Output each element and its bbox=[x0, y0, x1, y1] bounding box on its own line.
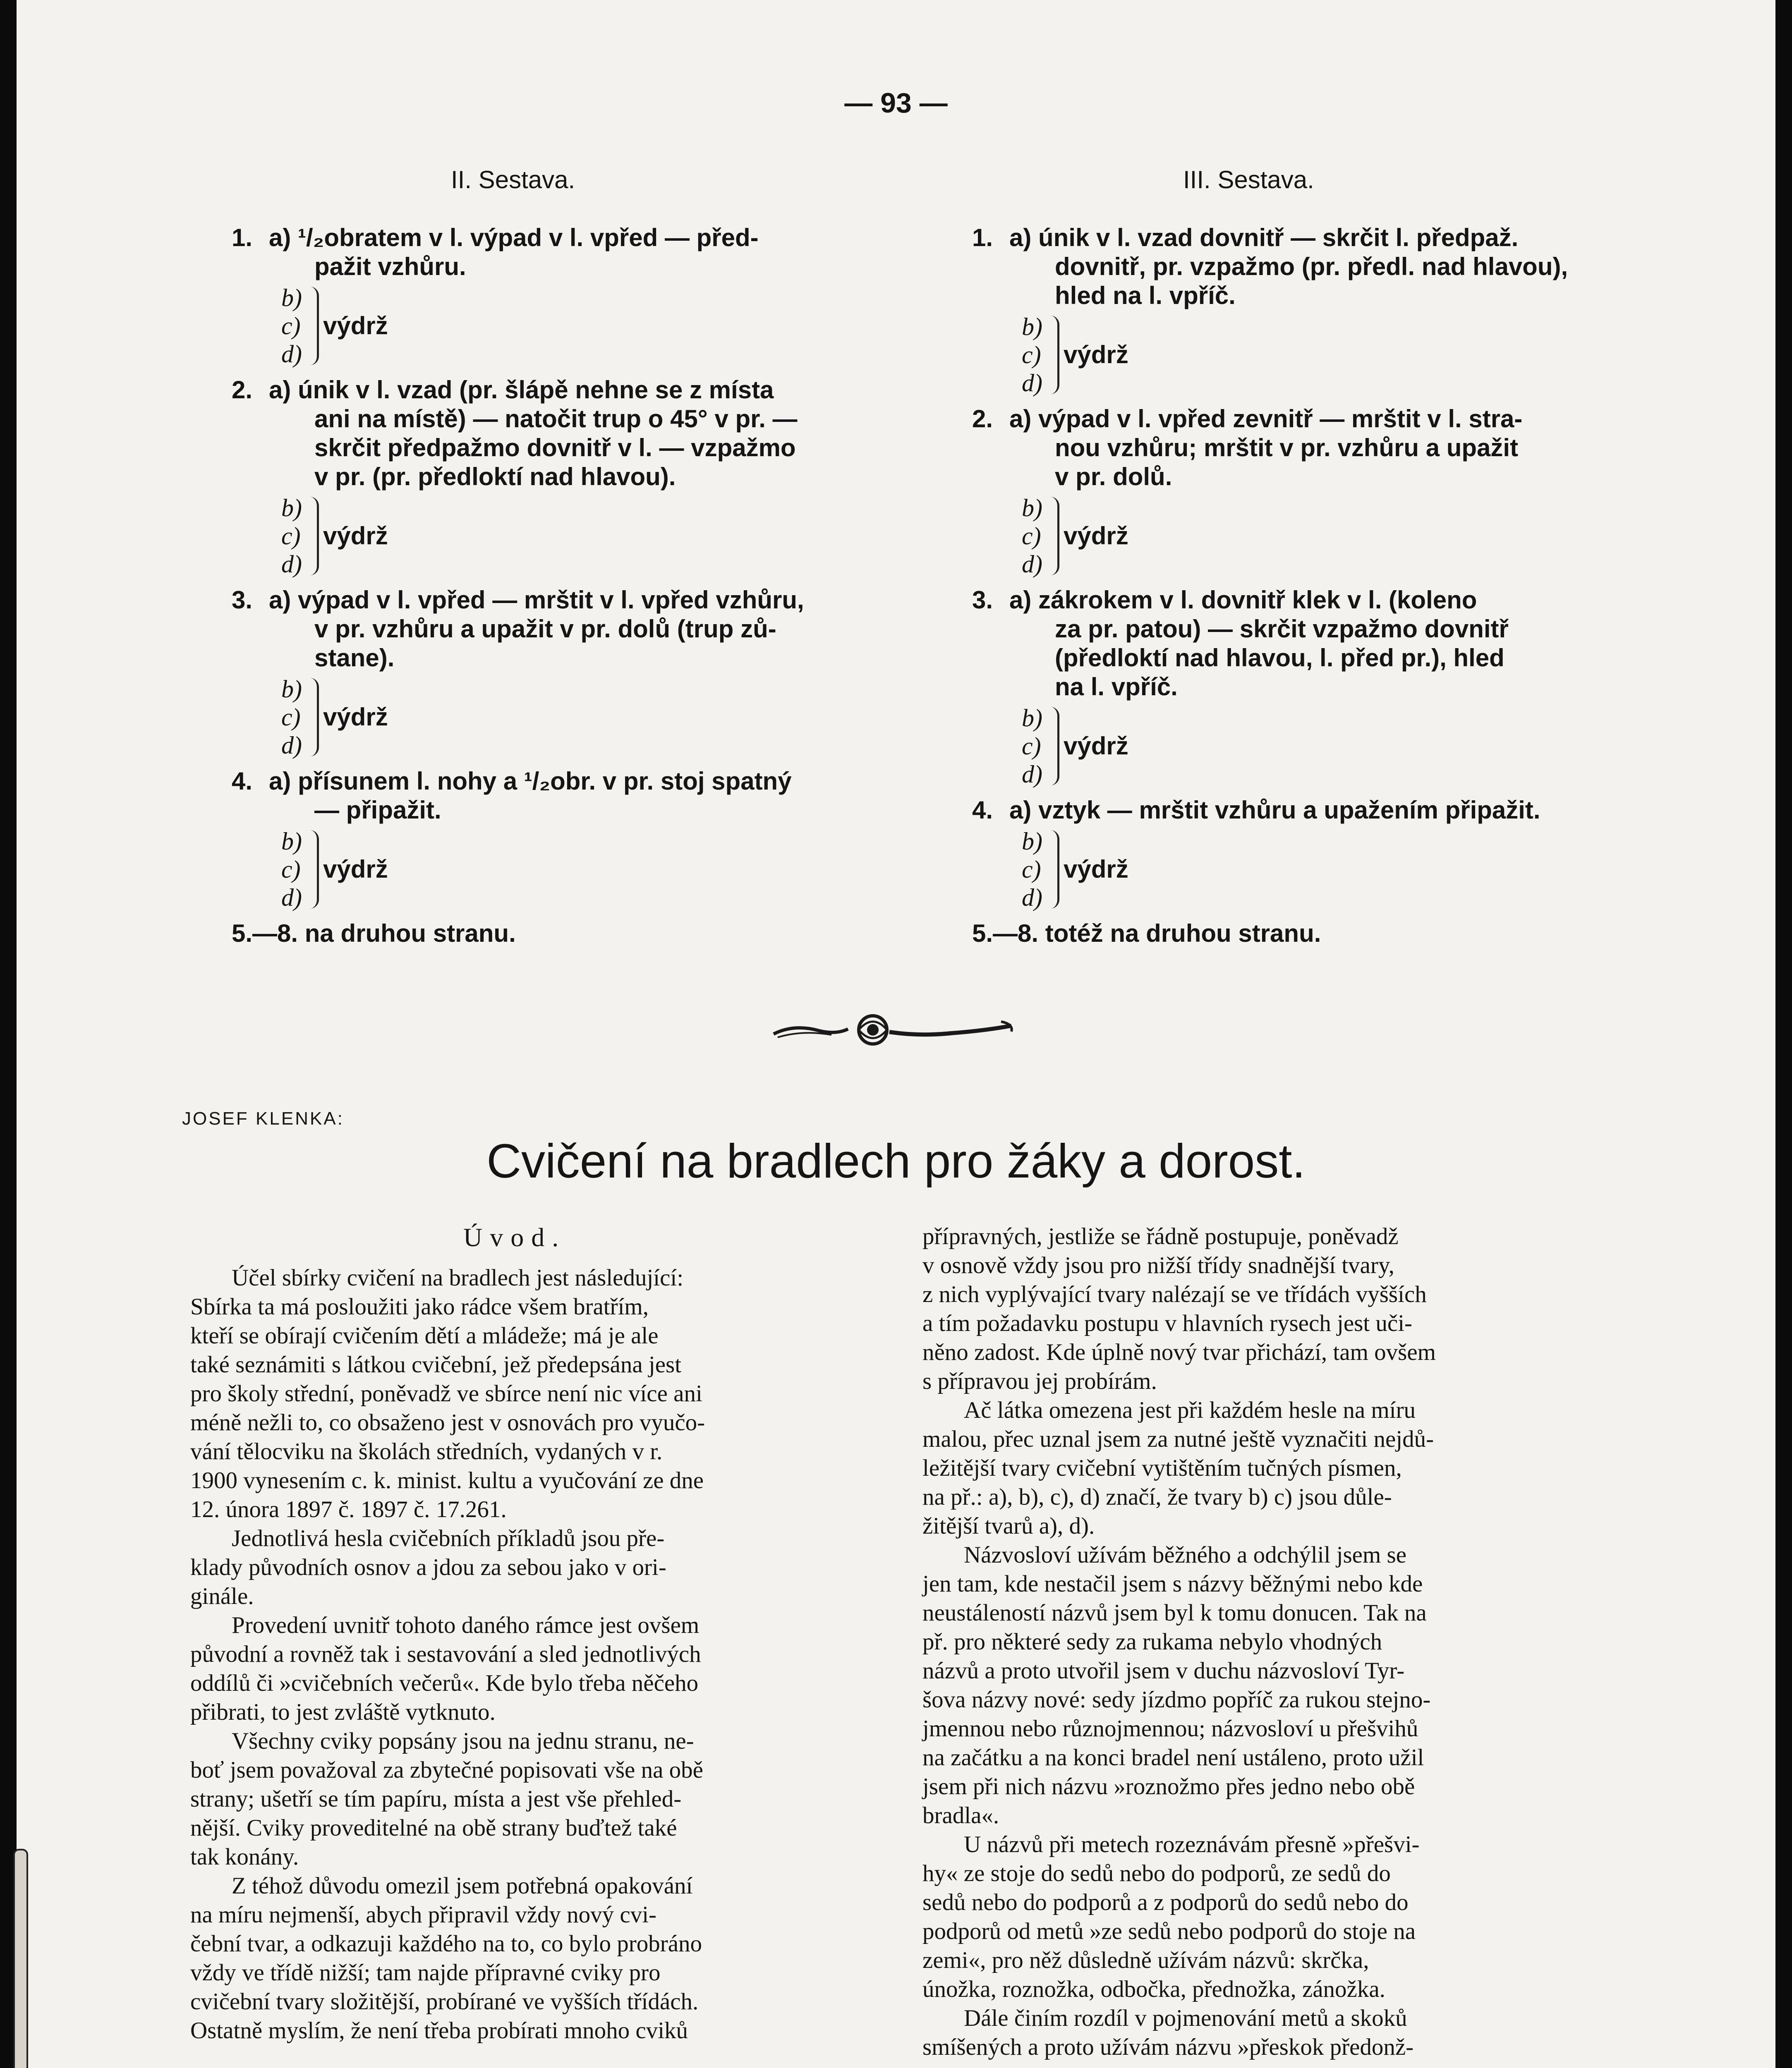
body-line: jsem při nich názvu »roznožmo přes jedno nebo obě bbox=[922, 1774, 1415, 1800]
hold-letter: c) bbox=[281, 704, 301, 731]
exercise-line: za pr. patou) — skrčit vzpažmo dovnitř bbox=[1055, 615, 1509, 643]
exercise-number: 2. bbox=[232, 376, 253, 404]
body-line: pro školy střední, poněvadž ve sbírce není nic více ani bbox=[190, 1381, 702, 1407]
hold-group bbox=[281, 827, 885, 912]
body-line: hy« ze stoje do sedů nebo do podporů, ze sedů do bbox=[922, 1860, 1391, 1886]
hold-word: výdrž bbox=[323, 312, 388, 340]
body-line: únožka, roznožka, odbočka, přednožka, zánožka. bbox=[922, 1976, 1385, 2002]
brace-icon bbox=[1047, 316, 1059, 394]
exercise-number: 4. bbox=[232, 767, 253, 795]
hold-letter: c) bbox=[1022, 341, 1041, 369]
exercise-number: 1. bbox=[232, 224, 253, 251]
exercise-line: — připažit. bbox=[314, 796, 441, 824]
right-section-heading: III. Sestava. bbox=[1183, 166, 1314, 194]
hold-letter: c) bbox=[281, 522, 301, 550]
scan-border-left bbox=[0, 0, 17, 2068]
exercise-item bbox=[232, 586, 885, 759]
hold-letter: c) bbox=[1022, 522, 1041, 550]
author-name: JOSEF KLENKA: bbox=[182, 1108, 344, 1129]
body-line: Z téhož důvodu omezil jsem potřebná opakování bbox=[232, 1873, 693, 1899]
exercise-line: a) přísunem l. nohy a ¹/₂obr. v pr. stoj spatný bbox=[269, 767, 792, 795]
exercise-line: skrčit předpažmo dovnitř v l. — vzpažmo bbox=[314, 434, 796, 462]
ornament-divider-icon bbox=[769, 1009, 1018, 1051]
exercise-line: dovnitř, pr. vzpažmo (pr. předl. nad hlavou), bbox=[1055, 253, 1568, 280]
body-line: nější. Cviky proveditelné na obě strany buďtež také bbox=[190, 1815, 677, 1841]
body-line: názvů a proto utvořil jsem v duchu názvosloví Tyr- bbox=[922, 1658, 1405, 1684]
hold-letters bbox=[1022, 827, 1042, 912]
exercise-line: v pr. vzhůru a upažit v pr. dolů (trup zů- bbox=[314, 615, 776, 643]
body-line: Všechny cviky popsány jsou na jednu stranu, ne- bbox=[232, 1728, 694, 1754]
brace-icon bbox=[306, 287, 319, 365]
exercise-line: a) únik v l. vzad dovnitř — skrčit l. předpaž. bbox=[1009, 224, 1519, 251]
hold-group bbox=[281, 675, 885, 759]
hold-letter: d) bbox=[281, 884, 302, 911]
hold-letter: d) bbox=[281, 732, 302, 759]
body-line: přibrati, to jest zvláště vytknuto. bbox=[190, 1699, 496, 1725]
exercise-line: pažit vzhůru. bbox=[314, 253, 466, 280]
intro-heading: Úvod. bbox=[463, 1223, 566, 1252]
body-line: Ač látka omezena jest při každém hesle na míru bbox=[964, 1397, 1416, 1423]
hold-letter: b) bbox=[1022, 494, 1042, 522]
exercise-text bbox=[269, 376, 885, 491]
exercise-number: 2. bbox=[972, 405, 993, 433]
body-line: př. pro některé sedy za rukama nebylo vhodných bbox=[922, 1629, 1382, 1655]
hold-word: výdrž bbox=[1063, 855, 1128, 883]
brace-icon bbox=[1047, 830, 1059, 909]
exercise-line: a) výpad v l. vpřed zevnitř — mrštit v l. stra- bbox=[1009, 405, 1523, 433]
brace-icon bbox=[1047, 707, 1059, 785]
body-line: Sbírka ta má posloužiti jako rádce všem bratřím, bbox=[190, 1294, 649, 1320]
hold-word: výdrž bbox=[1063, 732, 1128, 760]
body-line: bradla«. bbox=[922, 1802, 999, 1829]
exercise-text bbox=[1009, 405, 1634, 491]
body-line: malou, přec uznal jsem za nutné ještě vyznačiti nejdů- bbox=[922, 1426, 1434, 1452]
brace-icon bbox=[306, 678, 319, 756]
exercise-item bbox=[972, 223, 1634, 397]
hold-letter: c) bbox=[281, 856, 301, 883]
exercise-text bbox=[1009, 223, 1634, 310]
exercise-text bbox=[1009, 796, 1634, 825]
hold-letter: d) bbox=[281, 340, 302, 368]
body-line: 12. února 1897 č. 1897 č. 17.261. bbox=[190, 1496, 507, 1522]
hold-letters bbox=[1022, 313, 1042, 397]
hold-letter: b) bbox=[281, 494, 302, 522]
page-number: — 93 — bbox=[844, 87, 948, 119]
brace-icon bbox=[1047, 497, 1059, 575]
exercise-line: ani na místě) — natočit trup o 45° v pr. — bbox=[314, 405, 798, 433]
hold-letter: c) bbox=[281, 312, 301, 340]
hold-letter: b) bbox=[1022, 828, 1042, 855]
hold-letter: d) bbox=[281, 551, 302, 578]
exercise-text bbox=[1009, 586, 1634, 701]
exercise-line: stane). bbox=[314, 644, 395, 672]
body-line: boť jsem považoval za zbytečné popisovati vše na obě bbox=[190, 1757, 703, 1783]
hold-letters bbox=[1022, 494, 1042, 578]
exercise-text bbox=[269, 223, 885, 281]
exercise-item bbox=[232, 223, 885, 368]
exercise-line: a) vztyk — mrštit vzhůru a upažením připažit. bbox=[1009, 796, 1540, 824]
hold-letters bbox=[281, 675, 302, 759]
body-line: čební tvar, a odkazuji každého na to, co bylo probráno bbox=[190, 1931, 702, 1957]
body-line: tak konány. bbox=[190, 1844, 299, 1870]
hold-letter: b) bbox=[281, 675, 302, 703]
body-line: neustáleností názvů jsem byl k tomu donucen. Tak na bbox=[922, 1600, 1427, 1626]
body-line: a tím požadavku postupu v hlavních rysech jest uči- bbox=[922, 1310, 1413, 1336]
exercise-line: hled na l. vpříč. bbox=[1055, 282, 1236, 309]
hold-letter: c) bbox=[1022, 732, 1041, 760]
hold-letter: d) bbox=[1022, 369, 1042, 397]
body-line: na míru nejmenší, abych připravil vždy nový cvi- bbox=[190, 1902, 657, 1928]
scan-border-right bbox=[1775, 0, 1792, 2068]
hold-word: výdrž bbox=[323, 703, 388, 731]
hold-group bbox=[1022, 494, 1634, 578]
body-line: smíšených a proto užívám názvu »přeskok předonž- bbox=[922, 2034, 1414, 2060]
body-line: Ostatně myslím, že není třeba probírati mnoho cviků bbox=[190, 2018, 688, 2044]
body-line: původní a rovněž tak i sestavování a sled jednotlivých bbox=[190, 1641, 701, 1667]
body-line: z nich vyplývající tvary nalézají se ve třídách vyšších bbox=[922, 1281, 1427, 1307]
exercise-final: 5.—8. totéž na druhou stranu. bbox=[972, 919, 1321, 947]
body-line: také seznámiti s látkou cvičební, jež předepsána jest bbox=[190, 1352, 682, 1378]
body-line: klady původních osnov a jdou za sebou jako v ori- bbox=[190, 1554, 666, 1580]
hold-letters bbox=[281, 284, 302, 368]
right-exercise-block bbox=[972, 223, 1634, 948]
body-line: s přípravou jej probírám. bbox=[922, 1368, 1157, 1394]
exercise-item bbox=[232, 376, 885, 578]
article-title: Cvičení na bradlech pro žáky a dorost. bbox=[486, 1134, 1306, 1188]
body-line: v osnově vždy jsou pro nižší třídy snadnější tvary, bbox=[922, 1252, 1394, 1278]
exercise-item bbox=[972, 586, 1634, 788]
brace-icon bbox=[306, 830, 319, 909]
left-section-heading: II. Sestava. bbox=[451, 166, 575, 194]
hold-letter: b) bbox=[281, 284, 302, 311]
hold-letter: b) bbox=[281, 828, 302, 855]
exercise-item bbox=[232, 767, 885, 912]
exercise-line: a) únik v l. vzad (pr. šlápě nehne se z místa bbox=[269, 376, 774, 404]
body-line: něno zadost. Kde úplně nový tvar přichází, tam ovšem bbox=[922, 1339, 1436, 1365]
hold-group bbox=[281, 284, 885, 368]
body-line: U názvů při metech rozeznávám přesně »přešvi- bbox=[964, 1831, 1420, 1857]
body-line: cvičební tvary složitější, probírané ve vyšších třídách. bbox=[190, 1989, 699, 2015]
body-line: zemi«, pro něž důsledně užívám názvů: skrčka, bbox=[922, 1947, 1369, 1973]
hold-letter: b) bbox=[1022, 313, 1042, 340]
brace-icon bbox=[306, 497, 319, 575]
left-body-column bbox=[190, 1264, 902, 2045]
body-line: vždy ve třídě nižší; tam najde přípravné cviky pro bbox=[190, 1960, 661, 1986]
hold-letter: c) bbox=[1022, 856, 1041, 883]
exercise-text bbox=[269, 586, 885, 673]
hold-word: výdrž bbox=[1063, 522, 1128, 550]
body-line: 1900 vynesením c. k. minist. kultu a vyučování ze dne bbox=[190, 1467, 704, 1494]
hold-letter: d) bbox=[1022, 551, 1042, 578]
binding-clip bbox=[13, 1849, 28, 2068]
exercise-number: 3. bbox=[972, 586, 993, 614]
body-line: Provedení uvnitř tohoto daného rámce jest ovšem bbox=[232, 1612, 700, 1638]
exercise-line: v pr. dolů. bbox=[1055, 463, 1172, 491]
hold-letters bbox=[1022, 704, 1042, 788]
left-exercise-block bbox=[232, 223, 885, 948]
exercise-item bbox=[972, 796, 1634, 912]
body-line: na př.: a), b), c), d) značí, že tvary b) c) jsou důle- bbox=[922, 1484, 1392, 1510]
body-line: kteří se obírají cvičením dětí a mládeže; má je ale bbox=[190, 1323, 659, 1349]
hold-group bbox=[1022, 313, 1634, 397]
hold-word: výdrž bbox=[1063, 341, 1128, 369]
body-line: oddílů či »cvičebních večerů«. Kde bylo třeba něčeho bbox=[190, 1670, 699, 1696]
exercise-line: a) zákrokem v l. dovnitř klek v l. (koleno bbox=[1009, 586, 1477, 614]
body-line: jmennou nebo různojmennou; názvosloví u přešvihů bbox=[922, 1716, 1418, 1742]
body-line: Názvosloví užívám běžného a odchýlil jsem se bbox=[964, 1542, 1407, 1568]
hold-letter: b) bbox=[1022, 704, 1042, 732]
body-line: ležitější tvary cvičební vytištěním tučných písmen, bbox=[922, 1455, 1402, 1481]
body-line: strany; ušetří se tím papíru, místa a jest vše přehled- bbox=[190, 1786, 682, 1812]
body-line: podporů od metů »ze sedů nebo podporů do stoje na bbox=[922, 1918, 1416, 1944]
hold-word: výdrž bbox=[323, 522, 388, 550]
body-line: sedů nebo do podporů a z podporů do sedů nebo do bbox=[922, 1889, 1409, 1915]
right-body-column bbox=[922, 1222, 1638, 2062]
hold-letter: d) bbox=[1022, 761, 1042, 788]
hold-letters bbox=[281, 827, 302, 912]
body-line: na začátku a na konci bradel není ustáleno, proto užil bbox=[922, 1745, 1424, 1771]
exercise-line: na l. vpříč. bbox=[1055, 673, 1178, 701]
hold-group bbox=[1022, 827, 1634, 912]
hold-group bbox=[1022, 704, 1634, 788]
body-line: Účel sbírky cvičení na bradlech jest následující: bbox=[232, 1265, 684, 1291]
body-line: přípravných, jestliže se řádně postupuje, poněvadž bbox=[922, 1223, 1399, 1249]
body-line: Jednotlivá hesla cvičebních příkladů jsou pře- bbox=[232, 1525, 665, 1551]
body-line: žitější tvarů a), d). bbox=[922, 1513, 1095, 1539]
exercise-line: a) ¹/₂obratem v l. výpad v l. vpřed — před- bbox=[269, 224, 759, 251]
exercise-line: v pr. (pr. předloktí nad hlavou). bbox=[314, 463, 676, 491]
hold-letters bbox=[281, 494, 302, 578]
body-line: Dále činím rozdíl v pojmenování metů a skoků bbox=[964, 2005, 1407, 2031]
hold-word: výdrž bbox=[323, 855, 388, 883]
exercise-line: nou vzhůru; mrštit v pr. vzhůru a upažit bbox=[1055, 434, 1519, 462]
exercise-number: 1. bbox=[972, 224, 993, 251]
exercise-final: 5.—8. na druhou stranu. bbox=[232, 919, 516, 947]
exercise-text bbox=[269, 767, 885, 825]
hold-letter: d) bbox=[1022, 884, 1042, 911]
exercise-item bbox=[972, 405, 1634, 578]
body-line: šova názvy nové: sedy jízdmo popříč za rukou stejno- bbox=[922, 1687, 1431, 1713]
body-line: ginále. bbox=[190, 1583, 254, 1609]
exercise-number: 3. bbox=[232, 586, 253, 614]
exercise-line: (předloktí nad hlavou, l. před pr.), hled bbox=[1055, 644, 1505, 672]
exercise-line: a) výpad v l. vpřed — mrštit v l. vpřed vzhůru, bbox=[269, 586, 804, 614]
body-line: jen tam, kde nestačil jsem s názvy běžnými nebo kde bbox=[922, 1571, 1423, 1597]
body-line: méně nežli to, co obsaženo jest v osnovách pro vyučo- bbox=[190, 1410, 705, 1436]
body-line: vání tělocviku na školách středních, vydaných v r. bbox=[190, 1439, 663, 1465]
hold-group bbox=[281, 494, 885, 578]
exercise-number: 4. bbox=[972, 796, 993, 824]
